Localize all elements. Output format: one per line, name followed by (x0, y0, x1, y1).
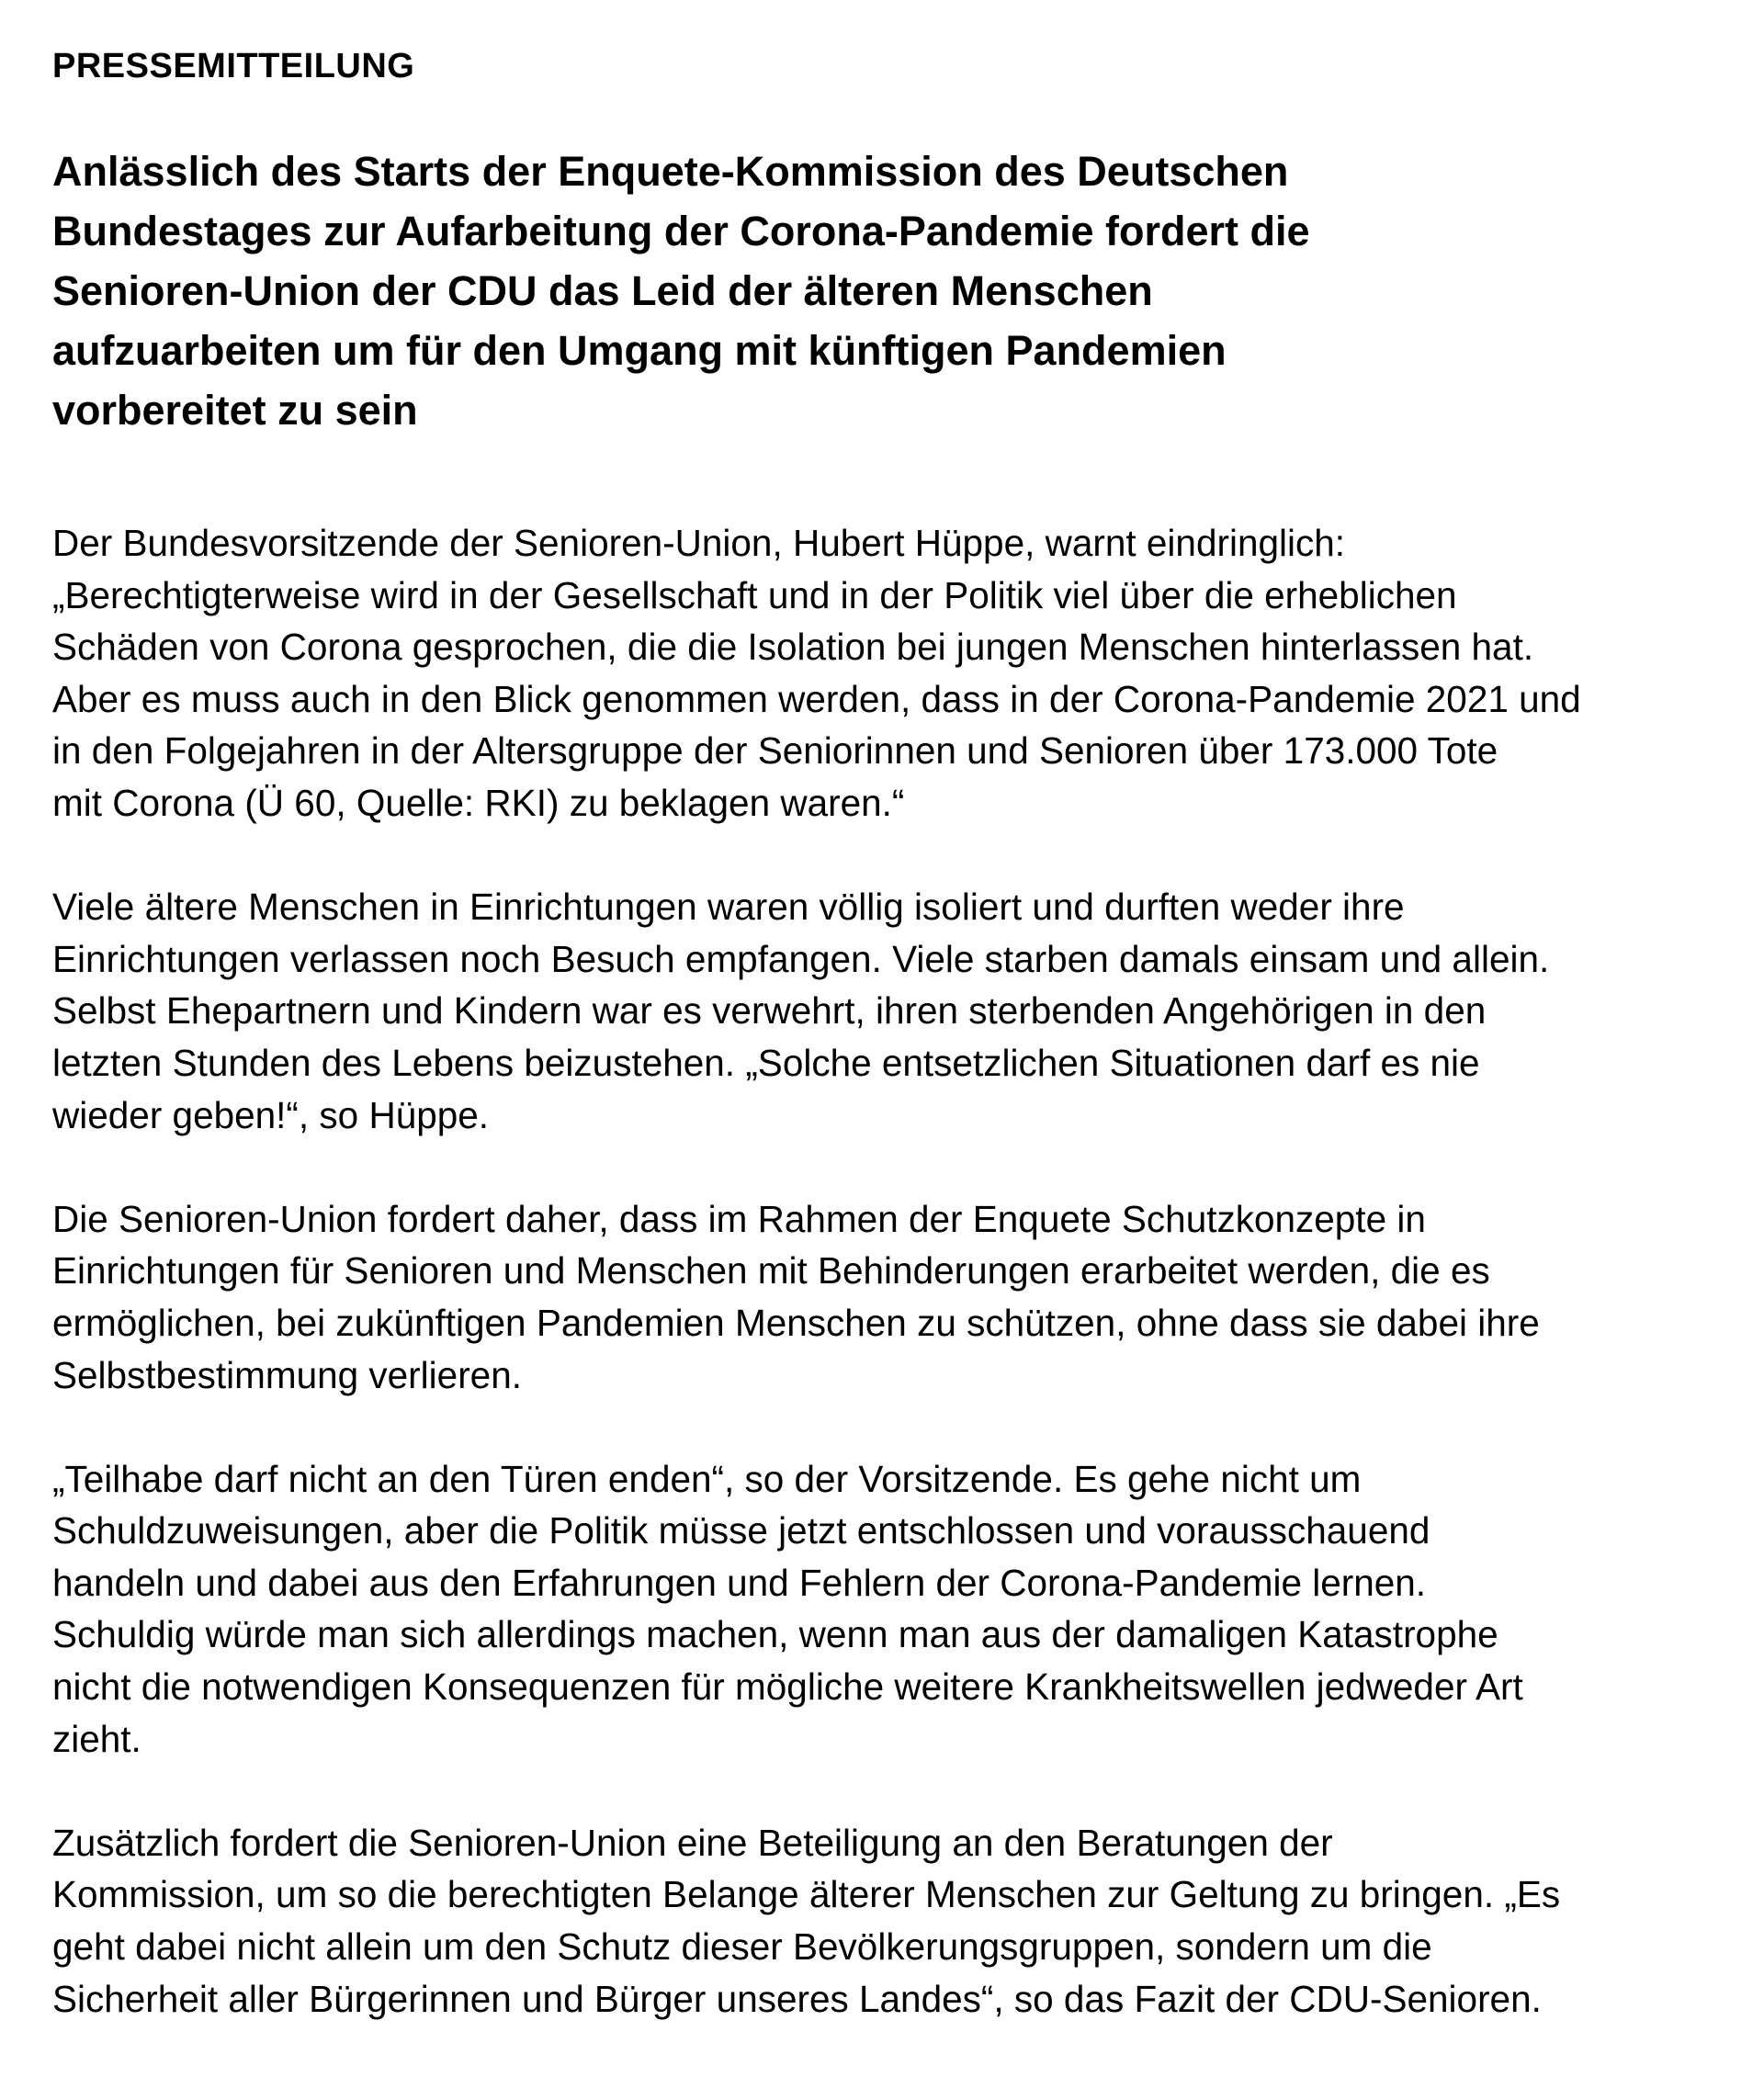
paragraph-line: „Teilhabe darf nicht an den Türen enden“, so der Vorsitzende. Es gehe nicht um (52, 1457, 1362, 1500)
paragraph-line: in den Folgejahren in der Altersgruppe der Seniorinnen und Senioren über 173.000 Tote (52, 729, 1498, 773)
headline-line: aufzuarbeiten um für den Umgang mit künftigen Pandemien (52, 327, 1227, 374)
paragraph-line: Schuldig würde man sich allerdings machen, wenn man aus der damaligen Katastrophe (52, 1613, 1498, 1656)
paragraph-line: Einrichtungen verlassen noch Besuch empfangen. Viele starben damals einsam und allein. (52, 937, 1550, 980)
body-paragraph-4 (52, 1453, 1724, 1766)
headline-line: Senioren-Union der CDU das Leid der älteren Menschen (52, 267, 1153, 314)
paragraph-line: Kommission, um so die berechtigten Belange älterer Menschen zur Geltung zu bringen. „Es (52, 1873, 1561, 1916)
document-label: PRESSEMITTEILUNG (52, 47, 415, 85)
paragraph-line: letzten Stunden des Lebens beizustehen. „Solche entsetzlichen Situationen darf es nie (52, 1041, 1480, 1084)
paragraph-line: handeln und dabei aus den Erfahrungen und Fehlern der Corona-Pandemie lernen. (52, 1561, 1427, 1604)
paragraph-line: Schuldzuweisungen, aber die Politik müsse jetzt entschlossen und vorausschauend (52, 1509, 1430, 1552)
paragraph-line: mit Corona (Ü 60, Quelle: RKI) zu beklagen waren.“ (52, 781, 905, 824)
paragraph-line: wieder geben!“, so Hüppe. (52, 1093, 490, 1136)
press-release-page (52, 44, 1724, 2077)
paragraph-line: zieht. (52, 1717, 141, 1760)
paragraph-line: Selbst Ehepartnern und Kindern war es verwehrt, ihren sterbenden Angehörigen in den (52, 989, 1487, 1033)
paragraph-line: „Berechtigterweise wird in der Gesellschaft und in der Politik viel über die erheblichen (52, 573, 1457, 616)
paragraph-line: Der Bundesvorsitzende der Senioren-Union, Hubert Hüppe, warnt eindringlich: (52, 522, 1346, 564)
headline-line: Bundestages zur Aufarbeitung der Corona-Pandemie fordert die (52, 208, 1310, 254)
paragraph-line: nicht die notwendigen Konsequenzen für mögliche weitere Krankheitswellen jedweder Art (52, 1665, 1523, 1709)
headline-line: vorbereitet zu sein (52, 387, 418, 434)
paragraph-line: Selbstbestimmung verlieren. (52, 1353, 522, 1396)
body-paragraph-3 (52, 1193, 1724, 1401)
body-paragraph-5 (52, 1817, 1724, 2025)
paragraph-line: Aber es muss auch in den Blick genommen werden, dass in der Corona-Pandemie 2021 und (52, 677, 1581, 720)
headline (52, 141, 1724, 440)
headline-line: Anlässlich des Starts der Enquete-Kommission des Deutschen (52, 148, 1289, 195)
paragraph-line: Sicherheit aller Bürgerinnen und Bürger unseres Landes“, so das Fazit der CDU-Senioren. (52, 1977, 1542, 2020)
body-paragraph-1 (52, 517, 1724, 830)
paragraph-line: Viele ältere Menschen in Einrichtungen waren völlig isoliert und durften weder ihre (52, 886, 1405, 929)
paragraph-line: Zusätzlich fordert die Senioren-Union eine Beteiligung an den Beratungen der (52, 1821, 1333, 1864)
paragraph-line: Schäden von Corona gesprochen, die die Isolation bei jungen Menschen hinterlassen hat. (52, 626, 1534, 669)
paragraph-line: Einrichtungen für Senioren und Menschen mit Behinderungen erarbeitet werden, die es (52, 1249, 1490, 1292)
paragraph-line: Die Senioren-Union fordert daher, dass im Rahmen der Enquete Schutzkonzepte in (52, 1197, 1426, 1240)
paragraph-line: ermöglichen, bei zukünftigen Pandemien Menschen zu schützen, ohne dass sie dabei ihre (52, 1301, 1540, 1344)
paragraph-line: geht dabei nicht allein um den Schutz dieser Bevölkerungsgruppen, sondern um die (52, 1925, 1432, 1969)
body-paragraph-2 (52, 881, 1724, 1141)
